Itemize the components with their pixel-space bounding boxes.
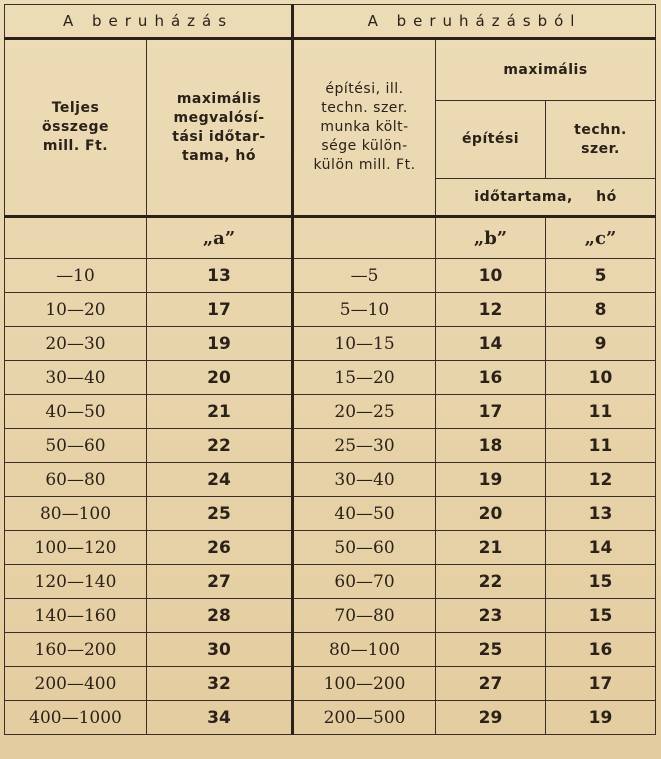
subheader-row-1 [5, 39, 656, 101]
cell-total: 80—100 [5, 497, 147, 531]
table-body [5, 259, 656, 735]
cell-total: 60—80 [5, 463, 147, 497]
table-row [5, 633, 656, 667]
cell-cost: 100—200 [293, 667, 436, 701]
cell-cost: —5 [293, 259, 436, 293]
col-header-total: Teljes összege mill. Ft. [5, 39, 147, 217]
cell-b: 12 [436, 293, 546, 327]
col-header-max-duration: maximális megvalósí-tási időtar-tama, hó [147, 39, 293, 217]
cell-a: 21 [147, 395, 293, 429]
cell-total: 30—40 [5, 361, 147, 395]
cell-total: 20—30 [5, 327, 147, 361]
cell-total: 10—20 [5, 293, 147, 327]
table-row [5, 565, 656, 599]
cell-a: 25 [147, 497, 293, 531]
cell-c: 8 [546, 293, 656, 327]
table-row [5, 293, 656, 327]
cell-total: 160—200 [5, 633, 147, 667]
investment-duration-table [4, 4, 656, 735]
cell-a: 24 [147, 463, 293, 497]
letter-a: „a” [147, 217, 293, 259]
cell-total: 50—60 [5, 429, 147, 463]
cell-c: 12 [546, 463, 656, 497]
col-header-tech: techn. szer. [546, 101, 656, 179]
letter-cell-empty-1 [5, 217, 147, 259]
cell-c: 9 [546, 327, 656, 361]
cell-c: 15 [546, 565, 656, 599]
cell-b: 20 [436, 497, 546, 531]
cell-total: 140—160 [5, 599, 147, 633]
cell-c: 17 [546, 667, 656, 701]
table-row [5, 259, 656, 293]
cell-total: 40—50 [5, 395, 147, 429]
table-row [5, 429, 656, 463]
table-row [5, 599, 656, 633]
cell-c: 16 [546, 633, 656, 667]
cell-c: 10 [546, 361, 656, 395]
cell-a: 28 [147, 599, 293, 633]
cell-cost: 30—40 [293, 463, 436, 497]
table-row [5, 327, 656, 361]
cell-a: 27 [147, 565, 293, 599]
cell-b: 16 [436, 361, 546, 395]
group-header-row [5, 5, 656, 39]
col-header-duration: időtartama, hó [436, 179, 656, 217]
cell-a: 13 [147, 259, 293, 293]
cell-b: 19 [436, 463, 546, 497]
table-row [5, 361, 656, 395]
cell-b: 14 [436, 327, 546, 361]
cell-total: 400—1000 [5, 701, 147, 735]
letter-row [5, 217, 656, 259]
group-header-left: A beruházás [5, 5, 293, 39]
cell-b: 27 [436, 667, 546, 701]
cell-a: 30 [147, 633, 293, 667]
cell-total: 100—120 [5, 531, 147, 565]
cell-c: 15 [546, 599, 656, 633]
cell-a: 17 [147, 293, 293, 327]
table-row [5, 463, 656, 497]
col-header-build: építési [436, 101, 546, 179]
table-row [5, 701, 656, 735]
group-header-right: A beruházásból [293, 5, 656, 39]
cell-cost: 25—30 [293, 429, 436, 463]
cell-c: 14 [546, 531, 656, 565]
cell-c: 11 [546, 395, 656, 429]
cell-b: 29 [436, 701, 546, 735]
table-row [5, 667, 656, 701]
cell-c: 11 [546, 429, 656, 463]
cell-a: 32 [147, 667, 293, 701]
cell-b: 25 [436, 633, 546, 667]
col-header-costs: építési, ill. techn. szer. munka költ-sége külön-külön mill. Ft. [293, 39, 436, 217]
cell-c: 5 [546, 259, 656, 293]
cell-b: 18 [436, 429, 546, 463]
table-row [5, 531, 656, 565]
table-row [5, 395, 656, 429]
cell-cost: 50—60 [293, 531, 436, 565]
col-header-maximal: maximális [436, 39, 656, 101]
cell-cost: 20—25 [293, 395, 436, 429]
cell-cost: 200—500 [293, 701, 436, 735]
letter-cell-empty-2 [293, 217, 436, 259]
cell-total: —10 [5, 259, 147, 293]
cell-total: 120—140 [5, 565, 147, 599]
cell-cost: 80—100 [293, 633, 436, 667]
cell-cost: 10—15 [293, 327, 436, 361]
cell-a: 20 [147, 361, 293, 395]
cell-a: 19 [147, 327, 293, 361]
table-row [5, 497, 656, 531]
letter-b: „b” [436, 217, 546, 259]
cell-a: 34 [147, 701, 293, 735]
cell-a: 26 [147, 531, 293, 565]
cell-cost: 5—10 [293, 293, 436, 327]
cell-b: 17 [436, 395, 546, 429]
cell-b: 21 [436, 531, 546, 565]
cell-b: 22 [436, 565, 546, 599]
cell-c: 19 [546, 701, 656, 735]
cell-cost: 15—20 [293, 361, 436, 395]
cell-a: 22 [147, 429, 293, 463]
cell-b: 23 [436, 599, 546, 633]
cell-cost: 40—50 [293, 497, 436, 531]
letter-c: „c” [546, 217, 656, 259]
cell-c: 13 [546, 497, 656, 531]
cell-total: 200—400 [5, 667, 147, 701]
cell-cost: 70—80 [293, 599, 436, 633]
cell-cost: 60—70 [293, 565, 436, 599]
cell-b: 10 [436, 259, 546, 293]
